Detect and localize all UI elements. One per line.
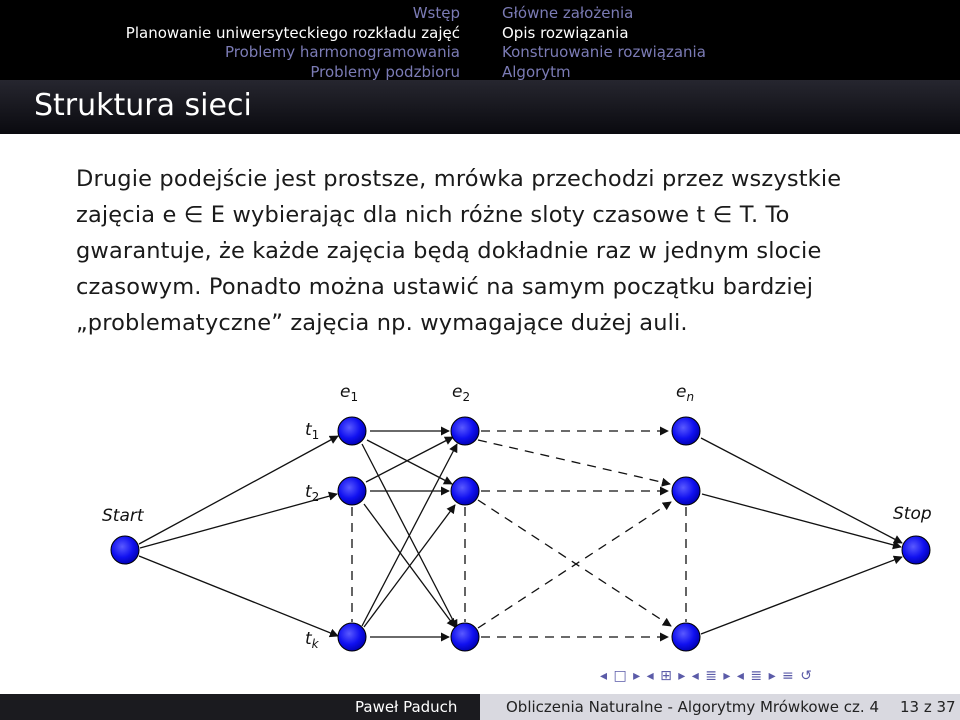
node-stop [902, 536, 930, 564]
edge-dashed-diag3 [478, 502, 671, 628]
subsection-nav [502, 4, 706, 82]
label-col-e1-base: e [340, 382, 351, 402]
nav-subsection-construction[interactable]: Konstruowanie rozwiązania [502, 43, 706, 61]
node-en-tk [672, 623, 700, 651]
node-e1-t1 [338, 417, 366, 445]
dashed-edges [352, 431, 686, 637]
nav-subsection-algorithm[interactable]: Algorytm [502, 62, 571, 81]
label-row-t1: $t_1$ [305, 420, 320, 442]
network-diagram [0, 370, 960, 670]
body-line: zajęcia e ∈ E wybierając dla nich różne sloty czasowe t ∈ T. To [76, 202, 790, 228]
footer-title-box [480, 694, 880, 720]
edge-dashed-diag1 [478, 440, 670, 484]
node-en-t2 [672, 477, 700, 505]
label-col-e2: $e_2$ [452, 382, 471, 404]
label-row-t2: $t_2$ [305, 482, 320, 504]
body-line: czasowym. Ponadto można ustawić na samym początku bardziej [76, 274, 814, 300]
footer-page-number: 13 z 37 [900, 698, 956, 716]
nav-section-scheduling[interactable]: Problemy harmonogramowania [224, 43, 460, 61]
solid-edges [139, 431, 902, 637]
body-line: Drugie podejście jest prostsze, mrówka przechodzi przez wszystkie [76, 166, 842, 192]
footer-author: Paweł Paduch [355, 698, 458, 716]
label-col-e1: $e_1$ [340, 382, 359, 404]
edge-e1t2-e2t1 [366, 437, 453, 482]
node-e2-t1 [451, 417, 479, 445]
nav-subsection-assumptions[interactable]: Główne założenia [502, 4, 634, 22]
body-paragraph [76, 161, 896, 341]
edge-entk-stop [701, 557, 902, 634]
label-row-tk: $t_k$ [305, 629, 319, 651]
node-e2-t2 [451, 477, 479, 505]
edge-dashed-diag2 [478, 500, 671, 626]
footer-page-box [880, 694, 960, 720]
label-col-en: $e_n$ [676, 382, 695, 404]
beamer-navigation-symbols[interactable]: ◂ □ ▸ ◂ ⊞ ▸ ◂ ≣ ▸ ◂ ≣ ▸ ≡ ↺ [600, 668, 813, 684]
nav-section-timetabling[interactable]: Planowanie uniwersyteckiego rozkładu zajęć [125, 23, 460, 42]
edge-ent2-stop [702, 494, 901, 547]
body-line: gwarantuje, że każde zajęcia będą dokładnie raz w jednym slocie [76, 238, 822, 264]
edge-ent1-stop [701, 438, 902, 543]
nav-section-subset[interactable]: Problemy podzbioru [310, 62, 460, 81]
node-e2-tk [451, 623, 479, 651]
header-bar [0, 0, 960, 80]
nav-subsection-solution-description[interactable]: Opis rozwiązania [502, 23, 629, 42]
nodes [111, 417, 930, 651]
body-line: „problematyczne” zajęcia np. wymagające dużej auli. [76, 310, 688, 336]
frame-title: Struktura sieci [34, 88, 252, 123]
label-stop: Stop [893, 504, 932, 524]
footer-author-box [0, 694, 480, 720]
edge-start-tk [139, 556, 338, 636]
edge-start-t2 [140, 494, 337, 548]
node-start [111, 536, 139, 564]
diagram-labels [102, 382, 932, 651]
node-e1-t2 [338, 477, 366, 505]
label-start: Start [102, 506, 144, 526]
footer [0, 694, 960, 720]
footer-title: Obliczenia Naturalne - Algorytmy Mrówkowe cz. 4 [506, 698, 879, 716]
node-e1-tk [338, 623, 366, 651]
section-nav [126, 4, 460, 82]
nav-section-intro[interactable]: Wstęp [412, 4, 460, 22]
node-en-t1 [672, 417, 700, 445]
